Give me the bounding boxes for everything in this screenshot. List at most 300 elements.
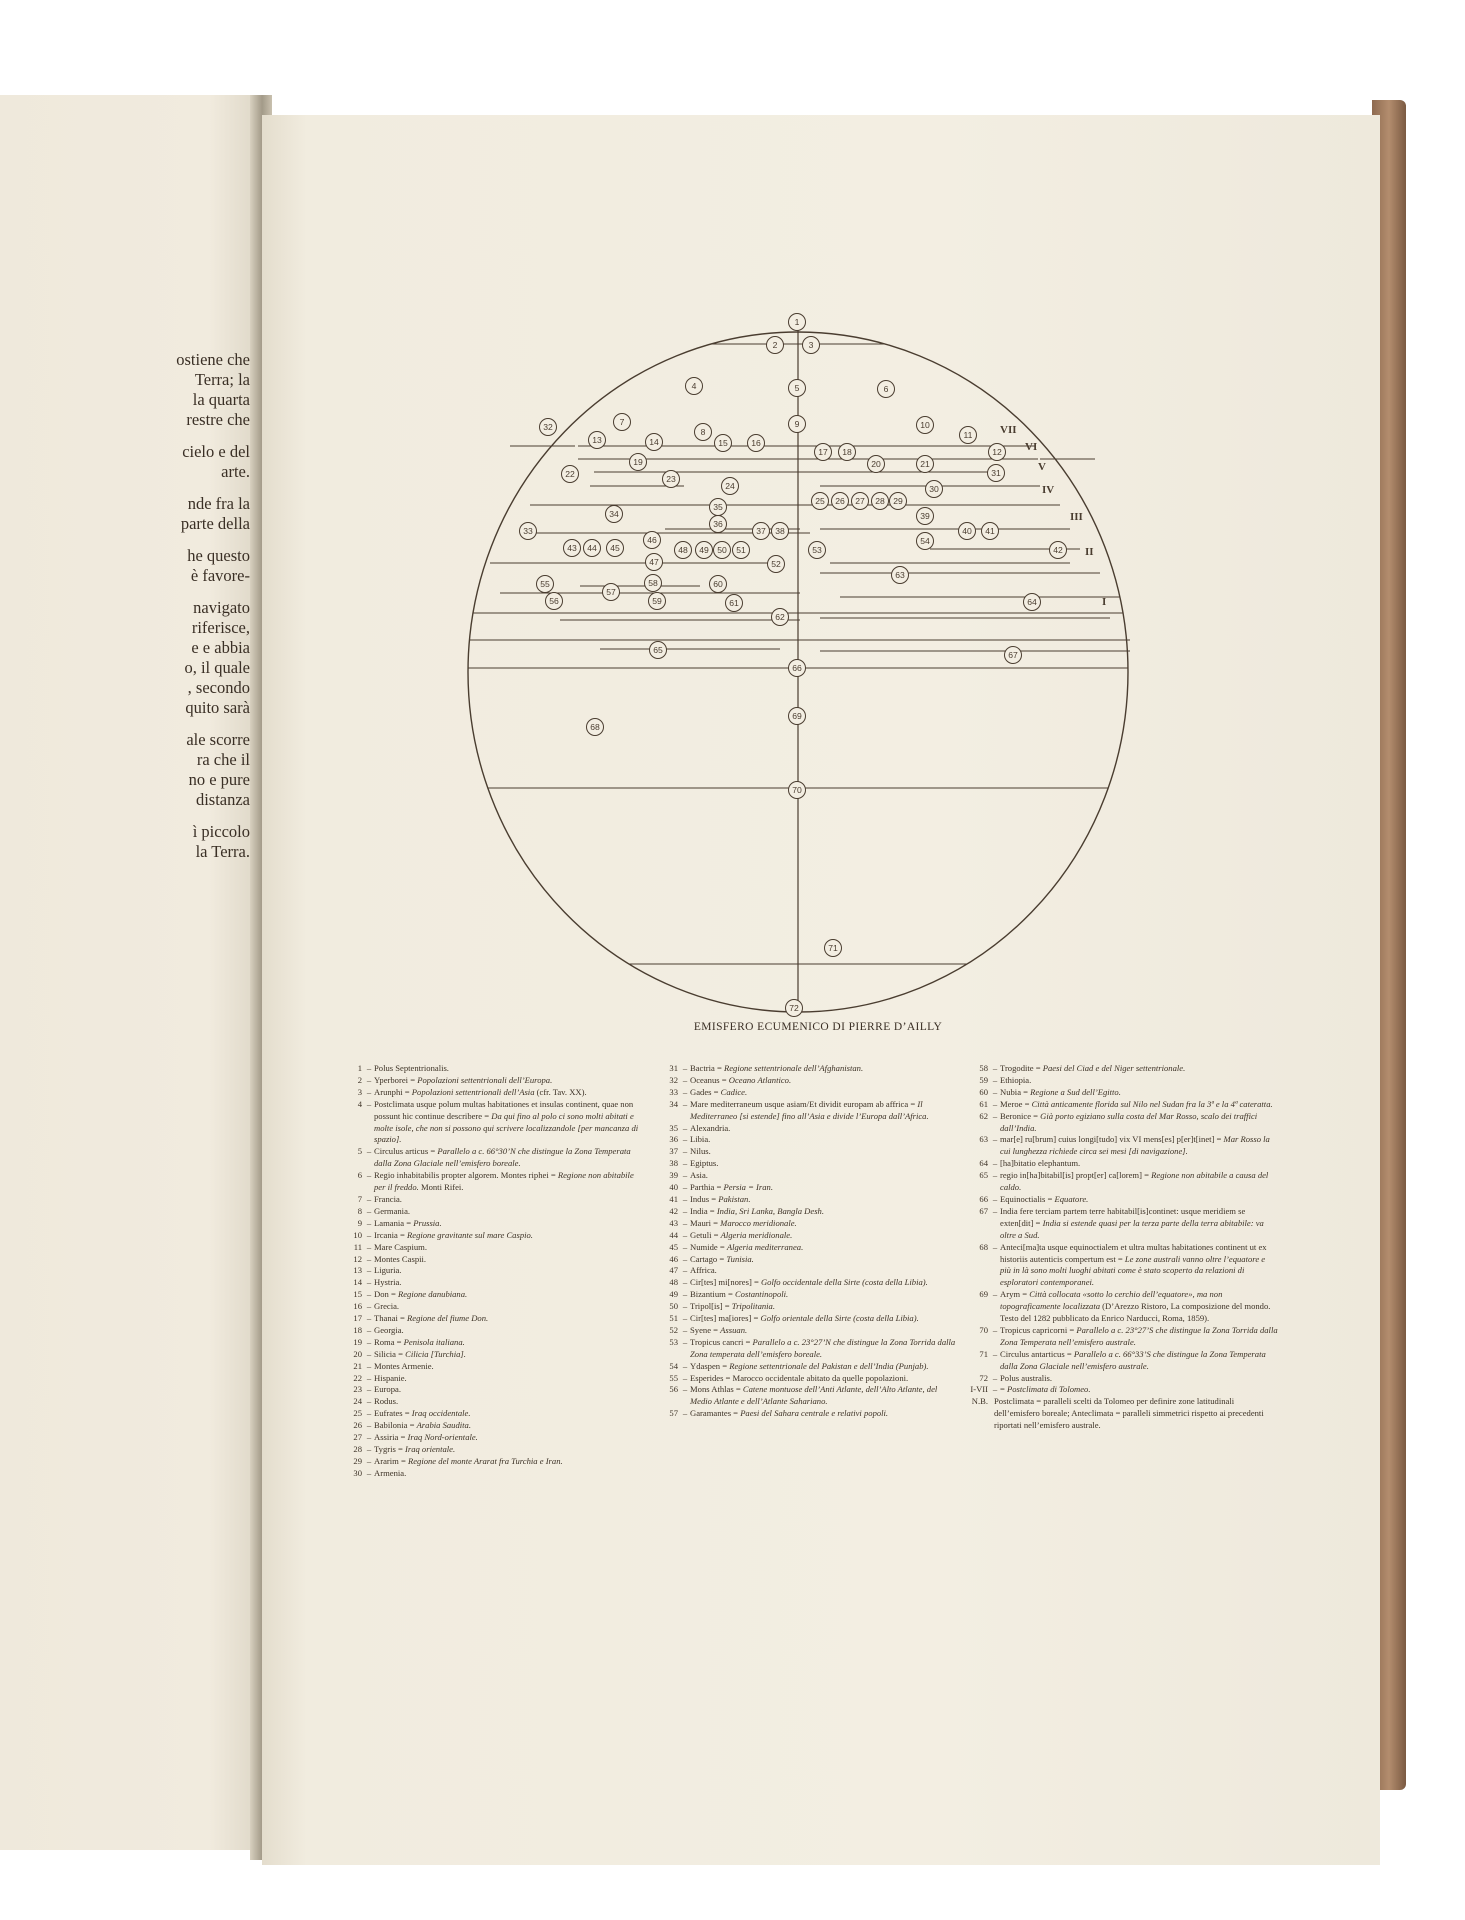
legend-number: 5 bbox=[357, 1146, 362, 1157]
legend-entry bbox=[332, 1444, 644, 1456]
legend-text bbox=[690, 1289, 960, 1301]
legend-term: Regio inhabitabilis propter algorem. Montes riphei = bbox=[374, 1170, 558, 1181]
legend-text bbox=[1000, 1242, 1278, 1290]
legend-entry bbox=[958, 1242, 1278, 1290]
legend-dash: – bbox=[682, 1158, 688, 1169]
legend-text bbox=[1000, 1325, 1278, 1349]
left-text-line: quito sarà bbox=[185, 698, 250, 717]
legend-entry bbox=[958, 1206, 1278, 1242]
legend-term: Nilus. bbox=[690, 1146, 711, 1157]
left-text-line: parte della bbox=[180, 514, 250, 533]
legend-entry bbox=[648, 1158, 960, 1170]
marker-label: 64 bbox=[1027, 597, 1037, 608]
legend-translation: Popolazioni settentrionali dell’Europa. bbox=[417, 1074, 553, 1085]
legend-text bbox=[374, 1456, 644, 1468]
legend-entry bbox=[958, 1134, 1278, 1158]
legend-text bbox=[690, 1242, 960, 1254]
marker-label: 61 bbox=[729, 598, 739, 609]
legend-text bbox=[690, 1277, 960, 1289]
legend-term: regio in[ha]bitabil[is] propt[er] ca[lorem] = bbox=[1000, 1170, 1152, 1181]
legend-translation: Le zone australi vanno oltre l’equatore e più in là sono molti luoghi abitati come è stato scoperto da relazioni di esploratori contemporanei. bbox=[1000, 1253, 1266, 1288]
marker-label: 70 bbox=[792, 785, 802, 796]
legend-term: Garamantes = bbox=[690, 1408, 741, 1419]
legend-entry bbox=[332, 1194, 644, 1206]
legend-translation: Oceano Atlantico. bbox=[728, 1074, 792, 1085]
legend-dash: – bbox=[366, 1467, 372, 1478]
legend-dash: – bbox=[682, 1372, 688, 1383]
legend-translation: Regione del monte Ararat fra Turchia e Iran. bbox=[407, 1455, 563, 1466]
legend-translation: Regione settentrionale dell’Afghanistan. bbox=[723, 1063, 864, 1073]
legend-number: 8 bbox=[357, 1205, 362, 1216]
marker-label: 40 bbox=[962, 526, 972, 537]
legend-term: Ethiopia. bbox=[1000, 1074, 1032, 1085]
postclimata-numeral: VII bbox=[1000, 424, 1017, 436]
legend-entry bbox=[332, 1384, 644, 1396]
legend-text bbox=[1000, 1384, 1278, 1396]
legend-dash: – bbox=[682, 1182, 688, 1193]
legend-term: Europa. bbox=[374, 1384, 401, 1395]
legend-text bbox=[374, 1277, 644, 1289]
legend-text bbox=[1000, 1289, 1278, 1325]
marker-label: 19 bbox=[633, 457, 643, 468]
left-text-line: he questo bbox=[187, 546, 250, 565]
legend-term: Mons Athlas = bbox=[690, 1384, 743, 1395]
legend-number: 21 bbox=[353, 1360, 362, 1371]
marker-label: 72 bbox=[789, 1003, 799, 1014]
legend-entry bbox=[332, 1301, 644, 1313]
legend-dash: – bbox=[992, 1372, 998, 1383]
legend-text bbox=[690, 1182, 960, 1194]
legend-entry bbox=[332, 1087, 644, 1099]
legend-number: 12 bbox=[353, 1253, 362, 1264]
marker-label: 60 bbox=[713, 579, 723, 590]
legend-entry bbox=[648, 1087, 960, 1099]
legend-term: Ararim = bbox=[374, 1455, 408, 1466]
legend-number: 56 bbox=[669, 1384, 678, 1395]
legend-text bbox=[1000, 1373, 1278, 1385]
legend-number: 66 bbox=[979, 1193, 988, 1204]
legend-dash: – bbox=[992, 1241, 998, 1252]
legend-entry bbox=[332, 1218, 644, 1230]
left-text-line: è favore- bbox=[190, 566, 250, 585]
legend-translation: Paesi del Ciad e del Niger settentrionale. bbox=[1042, 1063, 1186, 1073]
legend-term: Syene = bbox=[690, 1324, 721, 1335]
legend-translation: Parallelo a c. 23°27’N che distingue la Zona Torrida dalla Zona temperata dell’emisfero boreale. bbox=[690, 1336, 956, 1359]
marker-label: 71 bbox=[828, 943, 838, 954]
legend-term: Circulus articus = bbox=[374, 1146, 438, 1157]
legend-entry bbox=[332, 1230, 644, 1242]
legend-text bbox=[374, 1099, 644, 1147]
marker-label: 12 bbox=[992, 447, 1002, 458]
left-text-line: ale scorre bbox=[186, 730, 250, 749]
marker-label: 28 bbox=[875, 496, 885, 507]
legend-number: 57 bbox=[669, 1408, 678, 1419]
legend-term: Gades = bbox=[690, 1086, 721, 1097]
legend-term: Mare mediterraneum usque asiam/Et dividit europam ab affrica = bbox=[690, 1098, 918, 1109]
legend-dash: – bbox=[682, 1289, 688, 1300]
legend-number: 2 bbox=[357, 1074, 362, 1085]
legend-term: Montes Caspii. bbox=[374, 1253, 427, 1264]
legend-number: 72 bbox=[979, 1372, 988, 1383]
legend-number: 54 bbox=[669, 1360, 678, 1371]
legend-dash: – bbox=[366, 1348, 372, 1359]
legend-entry bbox=[958, 1111, 1278, 1135]
legend-term: Nubia = bbox=[1000, 1086, 1031, 1097]
legend-entry bbox=[648, 1361, 960, 1373]
legend-term: Assiria = bbox=[374, 1432, 408, 1443]
legend-number: 50 bbox=[669, 1301, 678, 1312]
legend-dash: – bbox=[366, 1086, 372, 1097]
legend-entry bbox=[648, 1146, 960, 1158]
legend-text bbox=[374, 1361, 644, 1373]
legend-term: Mare Caspium. bbox=[374, 1241, 427, 1252]
legend-column-2 bbox=[648, 1063, 960, 1420]
legend-translation: Regione non abitabile a causa del caldo. bbox=[1000, 1170, 1269, 1193]
legend-text bbox=[1000, 1349, 1278, 1373]
legend-number: 48 bbox=[669, 1277, 678, 1288]
legend-term: Tripol[is] = bbox=[690, 1301, 732, 1312]
legend-term: mar[e] ru[brum] cuius longi[tudo] vix VI mens[es] p[er]t[inet] = bbox=[1000, 1134, 1224, 1145]
marker-label: 20 bbox=[871, 459, 881, 470]
legend-term: India fere terciam partem terre habitabil[is]continet: usque meridiem se exten[dit] = bbox=[1000, 1205, 1246, 1228]
legend-dash: – bbox=[366, 1146, 372, 1157]
marker-label: 37 bbox=[756, 526, 766, 537]
legend-text bbox=[374, 1444, 644, 1456]
marker-label: 36 bbox=[713, 519, 723, 530]
marker-label: 58 bbox=[648, 578, 658, 589]
legend-number: 19 bbox=[353, 1336, 362, 1347]
marker-label: 46 bbox=[647, 535, 657, 546]
legend-dash: – bbox=[992, 1384, 998, 1395]
legend-dash: – bbox=[682, 1146, 688, 1157]
legend-note: (cfr. Tav. XX). bbox=[534, 1086, 587, 1097]
marker-label: 47 bbox=[649, 557, 659, 568]
legend-term: Indus = bbox=[690, 1193, 719, 1204]
legend-translation: Cilicia [Turchia]. bbox=[405, 1348, 466, 1359]
legend-entry bbox=[648, 1254, 960, 1266]
legend-entry bbox=[648, 1265, 960, 1277]
left-text-line: ostiene che bbox=[176, 350, 250, 369]
marker-label: 62 bbox=[775, 612, 785, 623]
marker-label: 48 bbox=[678, 545, 688, 556]
marker-label: 25 bbox=[815, 496, 825, 507]
legend-translation: Regione a Sud dell’Egitto. bbox=[1030, 1086, 1121, 1097]
marker-label: 8 bbox=[700, 427, 706, 438]
legend-translation: Pakistan. bbox=[718, 1193, 751, 1204]
legend-term: Hystria. bbox=[374, 1277, 402, 1288]
marker-label: 9 bbox=[794, 419, 800, 430]
legend-term: Asia. bbox=[690, 1170, 708, 1181]
legend-dash: – bbox=[992, 1348, 998, 1359]
legend-dash: – bbox=[366, 1396, 372, 1407]
legend-term: Roma = bbox=[374, 1336, 404, 1347]
marker-label: 13 bbox=[592, 435, 602, 446]
legend-number: 63 bbox=[979, 1134, 988, 1145]
legend-text bbox=[374, 1254, 644, 1266]
legend-dash: – bbox=[992, 1205, 998, 1216]
legend-dash: – bbox=[992, 1134, 998, 1145]
marker-label: 39 bbox=[920, 511, 930, 522]
left-text-line: restre che bbox=[186, 410, 250, 429]
legend-number: 61 bbox=[979, 1098, 988, 1109]
legend-dash: – bbox=[992, 1289, 998, 1300]
legend-term: Egiptus. bbox=[690, 1158, 719, 1169]
legend-number: 10 bbox=[353, 1229, 362, 1240]
marker-label: 44 bbox=[587, 543, 597, 554]
legend-term: India = bbox=[690, 1205, 717, 1216]
legend-translation: Parallelo a c. 66°33’S che distingue la Zona Temperata dalla Zona Glaciale nell’emisfero australe. bbox=[1000, 1348, 1266, 1371]
legend-text bbox=[690, 1063, 960, 1075]
legend-text bbox=[374, 1242, 644, 1254]
legend-entry bbox=[958, 1349, 1278, 1373]
legend-number: 53 bbox=[669, 1336, 678, 1347]
legend-entry bbox=[332, 1408, 644, 1420]
legend-translation: Equatore. bbox=[1054, 1193, 1089, 1204]
legend-dash: – bbox=[366, 1313, 372, 1324]
legend-text bbox=[1000, 1087, 1278, 1099]
legend-dash: – bbox=[366, 1324, 372, 1335]
legend-entry bbox=[648, 1194, 960, 1206]
marker-label: 59 bbox=[652, 596, 662, 607]
legend-dash: – bbox=[682, 1193, 688, 1204]
legend-dash: – bbox=[682, 1217, 688, 1228]
left-text-line: no e pure bbox=[188, 770, 250, 789]
legend-number: 9 bbox=[357, 1217, 362, 1228]
legend-number: 47 bbox=[669, 1265, 678, 1276]
legend-term: = bbox=[1000, 1384, 1007, 1395]
legend-term: Meroe = bbox=[1000, 1098, 1032, 1109]
legend-entry bbox=[958, 1373, 1278, 1385]
legend-translation: Regione settentrionale del Pakistan e dell’India (Punjab). bbox=[729, 1360, 929, 1371]
legend-number: 14 bbox=[353, 1277, 362, 1288]
legend-translation: Regione del fiume Don. bbox=[407, 1313, 489, 1324]
left-text-line: cielo e del bbox=[182, 442, 250, 461]
legend-dash: – bbox=[366, 1229, 372, 1240]
marker-label: 5 bbox=[794, 383, 800, 394]
legend-number: 38 bbox=[669, 1158, 678, 1169]
left-text-line: navigato bbox=[193, 598, 250, 617]
legend-term: Thanai = bbox=[374, 1313, 408, 1324]
marker-label: 24 bbox=[725, 481, 735, 492]
legend-term: Liguria. bbox=[374, 1265, 402, 1276]
legend-translation: Iraq orientale. bbox=[404, 1444, 456, 1454]
legend-note: Monti Rifei. bbox=[418, 1182, 464, 1193]
legend-term: Equinoctialis = bbox=[1000, 1193, 1055, 1204]
legend-text bbox=[374, 1432, 644, 1444]
marker-label: 45 bbox=[610, 543, 620, 554]
legend-term: Trogodite = bbox=[1000, 1063, 1043, 1073]
legend-dash: – bbox=[682, 1336, 688, 1347]
legend-text bbox=[374, 1325, 644, 1337]
legend-number: 46 bbox=[669, 1253, 678, 1264]
legend-translation: Assuan. bbox=[720, 1324, 748, 1335]
legend-entry bbox=[648, 1325, 960, 1337]
legend-text bbox=[374, 1384, 644, 1396]
left-text-line: distanza bbox=[195, 790, 250, 809]
legend-dash: – bbox=[682, 1063, 688, 1073]
legend-dash: – bbox=[366, 1289, 372, 1300]
legend-translation: Penisola italiana. bbox=[403, 1336, 465, 1347]
legend-term: Georgia. bbox=[374, 1324, 404, 1335]
marker-label: 42 bbox=[1053, 545, 1063, 556]
legend-dash: – bbox=[366, 1420, 372, 1431]
marker-label: 22 bbox=[565, 469, 575, 480]
legend-text bbox=[690, 1134, 960, 1146]
left-text-line: nde fra la bbox=[187, 494, 250, 513]
legend-number: 36 bbox=[669, 1134, 678, 1145]
legend-dash: – bbox=[682, 1134, 688, 1145]
legend-dash: – bbox=[992, 1158, 998, 1169]
marker-label: 63 bbox=[895, 570, 905, 581]
legend-number: 11 bbox=[353, 1241, 362, 1252]
legend-text bbox=[374, 1206, 644, 1218]
legend-term: Hispanie. bbox=[374, 1372, 407, 1383]
legend-text bbox=[1000, 1099, 1278, 1111]
legend-dash: – bbox=[992, 1098, 998, 1109]
legend-term: Parthia = bbox=[690, 1182, 724, 1193]
legend-dash: – bbox=[366, 1444, 372, 1454]
legend-text bbox=[690, 1158, 960, 1170]
legend-translation: Algeria mediterranea. bbox=[726, 1241, 804, 1252]
marker-label: 38 bbox=[775, 526, 785, 537]
legend-number: 37 bbox=[669, 1146, 678, 1157]
legend-dash: – bbox=[682, 1253, 688, 1264]
legend-entry bbox=[648, 1182, 960, 1194]
marker-label: 17 bbox=[818, 447, 828, 458]
legend-translation: Città anticamente florida sul Nilo nel Sudan fra la 3ª e la 4ª cateratta. bbox=[1031, 1098, 1273, 1109]
legend-term: Numide = bbox=[690, 1241, 727, 1252]
legend-translation: Parallelo a c. 66°30’N che distingue la Zona Temperata dalla Zona Glaciale nell’emisfero boreale. bbox=[374, 1146, 631, 1169]
legend-text bbox=[374, 1289, 644, 1301]
marker-label: 6 bbox=[883, 384, 889, 395]
nb-label: N.B. bbox=[971, 1396, 988, 1407]
legend-dash: – bbox=[682, 1074, 688, 1085]
legend-column-3 bbox=[958, 1063, 1278, 1432]
legend-translation: Regione non abitabile per il freddo. bbox=[374, 1170, 634, 1193]
legend-number: 22 bbox=[353, 1372, 362, 1383]
legend-number: 45 bbox=[669, 1241, 678, 1252]
legend-number: I-VII bbox=[970, 1384, 988, 1395]
legend-number: 17 bbox=[353, 1313, 362, 1324]
legend-number: 41 bbox=[669, 1193, 678, 1204]
legend-text bbox=[690, 1075, 960, 1087]
legend-text bbox=[374, 1075, 644, 1087]
postclimata-numeral: III bbox=[1070, 511, 1083, 523]
legend-number: 55 bbox=[669, 1372, 678, 1383]
legend-term: Montes Armenie. bbox=[374, 1360, 434, 1371]
legend-dash: – bbox=[366, 1193, 372, 1204]
legend-translation: Marocco meridionale. bbox=[720, 1217, 797, 1228]
legend-dash: – bbox=[682, 1408, 688, 1419]
legend-text bbox=[374, 1313, 644, 1325]
legend-entry bbox=[332, 1313, 644, 1325]
legend-term: Ydaspen = bbox=[690, 1360, 730, 1371]
legend-term: Tropicus cancri = bbox=[690, 1336, 753, 1347]
legend-entry bbox=[648, 1123, 960, 1135]
legend-number: 69 bbox=[979, 1289, 988, 1300]
legend-text bbox=[374, 1349, 644, 1361]
legend-dash: – bbox=[366, 1372, 372, 1383]
legend-text bbox=[374, 1194, 644, 1206]
left-text-line: Terra; la bbox=[194, 370, 250, 389]
left-text-line: riferisce, bbox=[191, 618, 250, 637]
legend-text bbox=[690, 1123, 960, 1135]
legend-text bbox=[374, 1468, 644, 1480]
legend-number: 16 bbox=[353, 1301, 362, 1312]
legend-translation: Regione danubiana. bbox=[397, 1289, 468, 1300]
legend-translation: Persia = Iran. bbox=[723, 1182, 773, 1193]
legend-term: Esperides = Marocco occidentale abitato da quelle popolazioni. bbox=[690, 1372, 909, 1383]
legend-dash: – bbox=[682, 1384, 688, 1395]
legend-dash: – bbox=[366, 1253, 372, 1264]
legend-term: Affrica. bbox=[690, 1265, 717, 1276]
legend-text bbox=[690, 1373, 960, 1385]
legend-column-1 bbox=[332, 1063, 644, 1480]
legend-number: 18 bbox=[353, 1324, 362, 1335]
legend-entry bbox=[958, 1063, 1278, 1075]
legend-number: 34 bbox=[669, 1098, 678, 1109]
legend-translation: Algeria meridionale. bbox=[720, 1229, 793, 1240]
legend-dash: – bbox=[682, 1205, 688, 1216]
legend-translation: Costantinopoli. bbox=[734, 1289, 789, 1300]
legend-translation: Golfo occidentale della Sirte (costa della Libia). bbox=[760, 1277, 928, 1288]
legend-text bbox=[374, 1420, 644, 1432]
legend-translation: Mar Rosso la cui lunghezza richiede circa sei mesi [di navigazione]. bbox=[1000, 1134, 1270, 1157]
legend-dash: – bbox=[366, 1336, 372, 1347]
marker-label: 32 bbox=[543, 422, 553, 433]
legend-entry bbox=[332, 1373, 644, 1385]
legend-entry bbox=[332, 1349, 644, 1361]
legend-number: 13 bbox=[353, 1265, 362, 1276]
legend-entry bbox=[648, 1230, 960, 1242]
legend-dash: – bbox=[992, 1110, 998, 1121]
legend-text bbox=[374, 1146, 644, 1170]
legend-text bbox=[374, 1301, 644, 1313]
legend-translation: Prussia. bbox=[413, 1217, 442, 1228]
legend-number: 68 bbox=[979, 1241, 988, 1252]
legend-term: Silicia = bbox=[374, 1348, 406, 1359]
legend-entry bbox=[332, 1277, 644, 1289]
legend-dash: – bbox=[366, 1217, 372, 1228]
legend-dash: – bbox=[366, 1455, 372, 1466]
left-text-line: la quarta bbox=[192, 390, 250, 409]
legend-translation: Parallelo a c. 23°27’S che distingue la Zona Torrida dalla Zona Temperata nell’emisfero australe. bbox=[1000, 1324, 1278, 1347]
legend-term: Polus Septentrionalis. bbox=[374, 1063, 449, 1073]
legend-term: Oceanus = bbox=[690, 1074, 729, 1085]
legend-number: 35 bbox=[669, 1122, 678, 1133]
legend-term: Yperborei = bbox=[374, 1074, 418, 1085]
legend-entry bbox=[332, 1420, 644, 1432]
legend-entry bbox=[332, 1396, 644, 1408]
left-text-line: , secondo bbox=[187, 678, 250, 697]
legend-dash: – bbox=[366, 1063, 372, 1073]
legend-number: 32 bbox=[669, 1074, 678, 1085]
legend-entry bbox=[332, 1325, 644, 1337]
legend-number: 65 bbox=[979, 1170, 988, 1181]
marker-label: 49 bbox=[699, 545, 709, 556]
legend-number: 26 bbox=[353, 1420, 362, 1431]
legend-number: 27 bbox=[353, 1432, 362, 1443]
legend-term: Alexandria. bbox=[690, 1122, 731, 1133]
legend-term: Libia. bbox=[690, 1134, 711, 1145]
legend-term: Mauri = bbox=[690, 1217, 721, 1228]
legend-term: Arym = bbox=[1000, 1289, 1030, 1300]
legend-entry bbox=[648, 1242, 960, 1254]
legend-text bbox=[690, 1170, 960, 1182]
legend-number: 30 bbox=[353, 1467, 362, 1478]
legend-dash: – bbox=[682, 1229, 688, 1240]
legend-text bbox=[690, 1301, 960, 1313]
